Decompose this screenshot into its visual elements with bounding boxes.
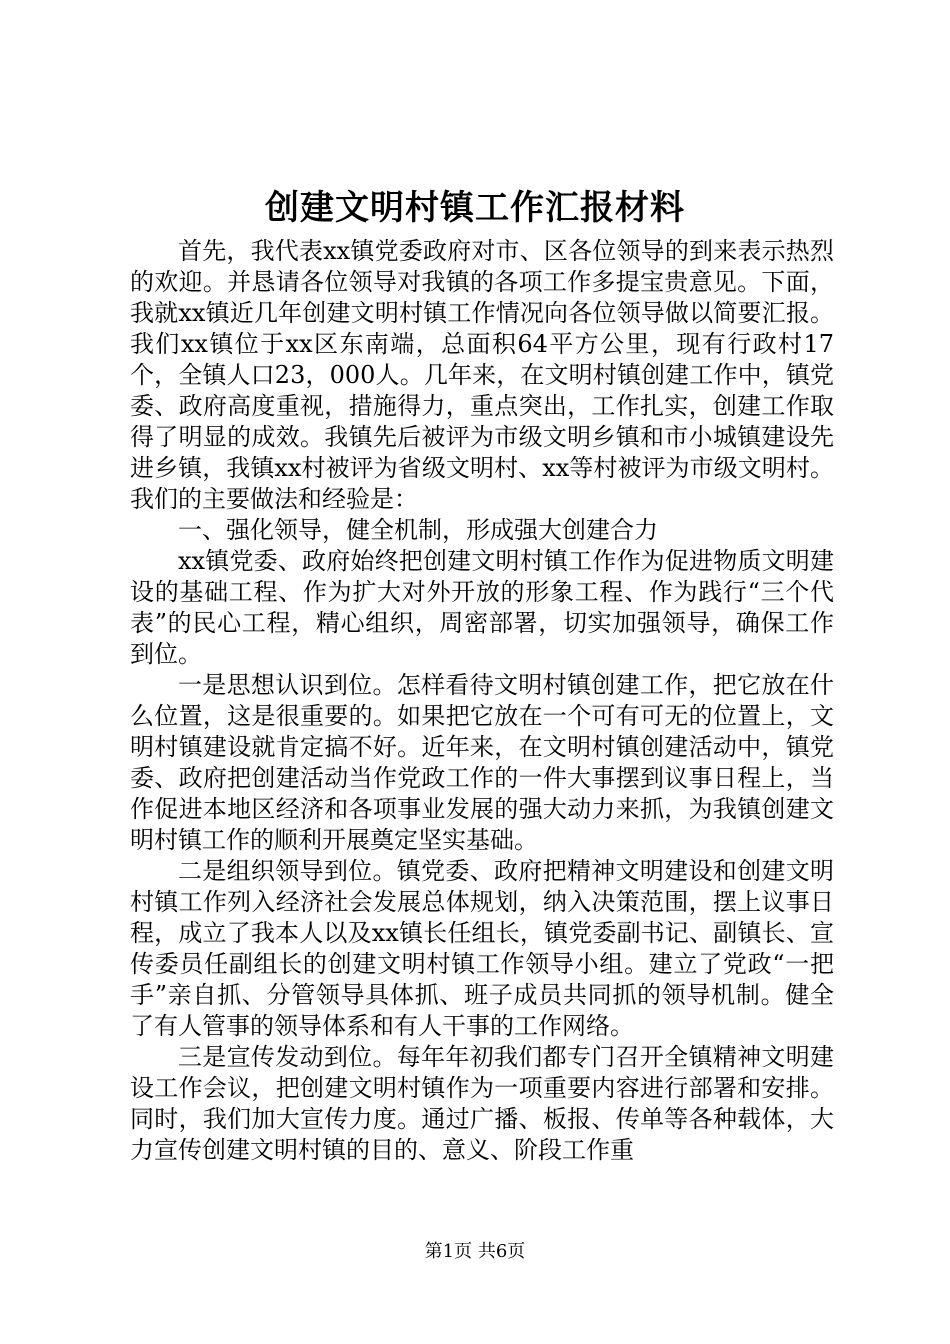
- paragraph-point-2: 二是组织领导到位。镇党委、政府把精神文明建设和创建文明村镇工作列入经济社会发展总体规划，纳入决策范围，摆上议事日程，成立了我本人以及xx镇长任组长，镇党委副书记、副镇长、宣传委员任副组长的创建文明村镇工作领导小组。建立了党政“一把手”亲自抓、分管领导具体抓、班子成员共同抓的领导机制。健全了有人管事的领导体系和有人干事的工作网络。: [130, 857, 834, 1040]
- page-footer: 第1页 共6页: [424, 1241, 526, 1262]
- paragraph-section-1: xx镇党委、政府始终把创建文明村镇工作作为促进物质文明建设的基础工程、作为扩大对外开放的形象工程、作为践行“三个代表”的民心工程，精心组织，周密部署，切实加强领导，确保工作到位。: [130, 547, 834, 668]
- document-body: [130, 236, 834, 1166]
- paragraph-intro: 首先，我代表xx镇党委政府对市、区各位领导的到来表示热烈的欢迎。并恳请各位领导对我镇的各项工作多提宝贵意见。下面，我就xx镇近几年创建文明村镇工作情况向各位领导做以简要汇报。我们xx镇位于xx区东南端，总面积64平方公里，现有行政村17个，全镇人口23，000人。几年来，在文明村镇创建工作中，镇党委、政府高度重视，措施得力，重点突出，工作扎实，创建工作取得了明显的成效。我镇先后被评为市级文明乡镇和市小城镇建设先进乡镇，我镇xx村被评为省级文明村、xx等村被评为市级文明村。我们的主要做法和经验是：: [130, 237, 834, 513]
- document-title: 创建文明村镇工作汇报材料: [265, 188, 685, 228]
- paragraph-point-3: 三是宣传发动到位。每年年初我们都专门召开全镇精神文明建设工作会议，把创建文明村镇作为一项重要内容进行部署和安排。同时，我们加大宣传力度。通过广播、板报、传单等各种载体，大力宣传创建文明村镇的目的、意义、阶段工作重: [130, 1043, 834, 1164]
- section-heading-1: 一、强化领导，健全机制，形成强大创建合力: [178, 516, 658, 544]
- paragraph-point-1: 一是思想认识到位。怎样看待文明村镇创建工作，把它放在什么位置，这是很重要的。如果把它放在一个可有可无的位置上，文明村镇建设就肯定搞不好。近年来，在文明村镇创建活动中，镇党委、政府把创建活动当作党政工作的一件大事摆到议事日程上，当作促进本地区经济和各项事业发展的强大动力来抓，为我镇创建文明村镇工作的顺利开展奠定坚实基础。: [130, 671, 834, 854]
